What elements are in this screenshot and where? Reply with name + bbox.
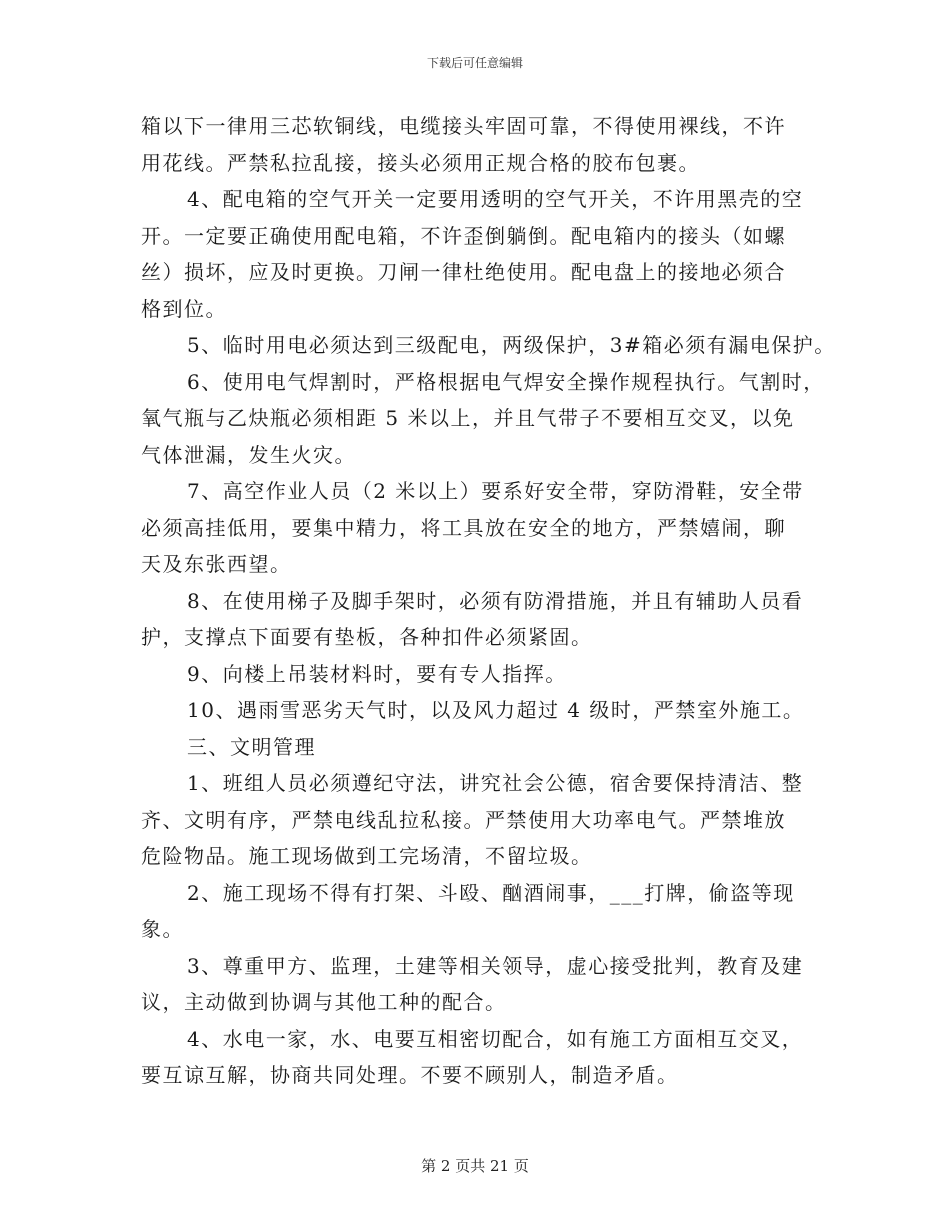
text-line: 用花线。严禁私拉乱接，接头必须用正规合格的胶布包裹。: [141, 150, 700, 175]
text-line: 1、班组人员必须遵纪守法，讲究社会公德，宿舍要保持清洁、整: [187, 771, 804, 795]
text-line: 气体泄漏，发生火灾。: [141, 442, 356, 467]
text-line: 5、临时用电必须达到三级配电，两级保护，3#箱必须有漏电保护。: [187, 333, 836, 357]
text-line: 齐、文明有序，严禁电线乱拉私接。严禁使用大功率电气。严禁堆放: [141, 807, 786, 832]
text-line: 格到位。: [141, 296, 227, 321]
page-header: 下载后可任意编辑: [426, 56, 523, 70]
text-line: 4、配电箱的空气开关一定要用透明的空气开关，不许用黑壳的空: [187, 187, 804, 211]
text-line: 7、高空作业人员（2 米以上）要系好安全带，穿防滑鞋，安全带: [187, 479, 804, 503]
text-line: 开。一定要正确使用配电箱，不许歪倒躺倒。配电箱内的接头（如螺: [141, 223, 786, 248]
text-line: 议，主动做到协调与其他工种的配合。: [141, 990, 507, 1014]
text-line: 10、遇雨雪恶劣天气时，以及风力超过 4 级时，严禁室外施工。: [187, 698, 805, 722]
text-line: 天及东张西望。: [141, 552, 292, 576]
text-line: 要互谅互解，协商共同处理。不要不顾别人，制造矛盾。: [141, 1063, 679, 1087]
text-line: 护，支撑点下面要有垫板，各种扣件必须紧固。: [141, 625, 593, 649]
document-body: [141, 108, 836, 1094]
text-line: 氧气瓶与乙炔瓶必须相距 5 米以上，并且气带子不要相互交叉，以免: [141, 406, 795, 430]
text-line: 象。: [141, 917, 184, 941]
text-line: 8、在使用梯子及脚手架时，必须有防滑措施，并且有辅助人员看: [187, 588, 804, 613]
text-line: 4、水电一家，水、电要互相密切配合，如有施工方面相互交叉，: [187, 1026, 804, 1051]
text-line: 2、施工现场不得有打架、斗殴、酗酒闹事，___打牌，偷盗等现: [187, 880, 795, 905]
text-line: 9、向楼上吊装材料时，要有专人指挥。: [187, 661, 567, 686]
text-line: 丝）损坏，应及时更换。刀闸一律杜绝使用。配电盘上的接地必须合: [141, 260, 786, 284]
text-line: 必须高挂低用，要集中精力，将工具放在安全的地方，严禁嬉闹，聊: [141, 515, 786, 540]
text-line: 3、尊重甲方、监理，土建等相关领导，虚心接受批判，教育及建: [187, 953, 804, 978]
page-footer: 第 2 页共 21 页: [421, 1157, 529, 1175]
text-line: 三、文明管理: [187, 734, 316, 759]
text-line: 6、使用电气焊割时，严格根据电气焊安全操作规程执行。气割时，: [187, 369, 825, 394]
text-line: 箱以下一律用三芯软铜线，电缆接头牢固可靠，不得使用裸线，不许: [141, 114, 786, 138]
text-line: 危险物品。施工现场做到工完场清，不留垃圾。: [141, 844, 593, 868]
